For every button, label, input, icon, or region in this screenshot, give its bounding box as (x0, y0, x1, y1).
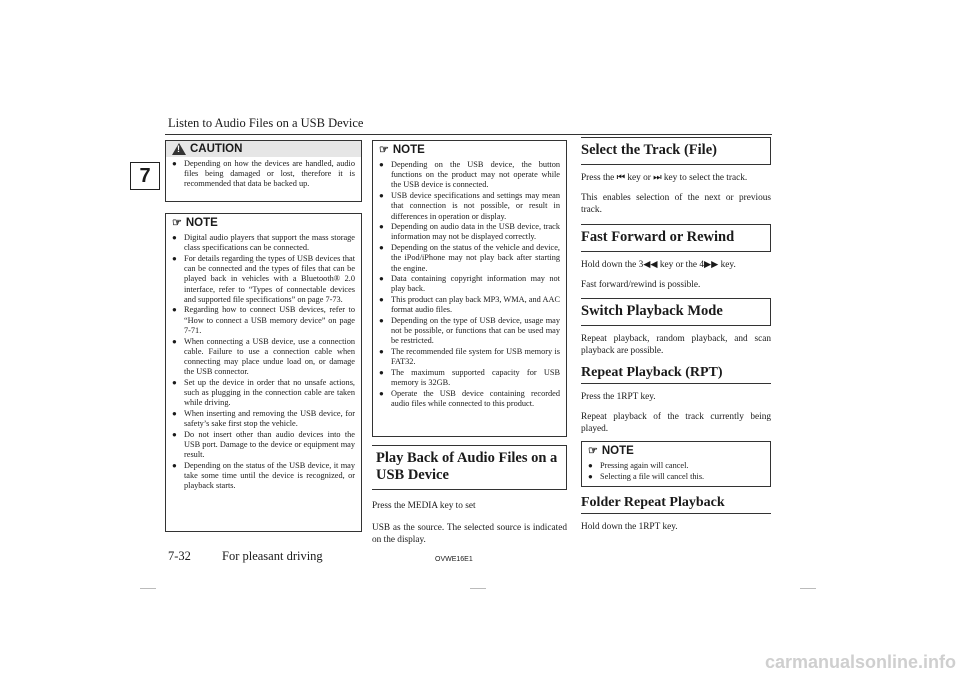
note-item: ● Depending on the USB device, the button functions on the product may not operate while the USB device is connected. (379, 160, 560, 191)
note-item: ● Set up the device in order that no unsafe actions, such as plugging in the connection cable are taken while driving. (172, 378, 355, 409)
note-box-3 (581, 441, 771, 487)
select-track-para-2: This enables selection of the next or previous track. (581, 193, 771, 215)
note-box-1 (165, 213, 362, 532)
page-header-title: Listen to Audio Files on a USB Device (168, 116, 364, 130)
note-box-2 (372, 140, 567, 437)
note-item: ● This product can play back MP3, WMA, and AAC format audio files. (379, 295, 560, 315)
pointing-hand-icon: ☞ (588, 445, 598, 457)
note-item: ● When connecting a USB device, use a connection cable. Failure to use a connection cable when connecting may place undue load on, or damage the USB connector. (172, 337, 355, 378)
chapter-tab: 7 (130, 162, 160, 190)
note-list-2 (373, 158, 566, 414)
switch-mode-para-1: Repeat playback, random playback, and scan playback are possible. (581, 334, 771, 356)
folder-repeat-para-1: Hold down the 1RPT key. (581, 522, 678, 533)
note-list-3 (582, 459, 770, 486)
pointing-hand-icon: ☞ (172, 217, 182, 229)
note-item: ● The recommended file system for USB memory is FAT32. (379, 347, 560, 367)
repeat-para-1: Press the 1RPT key. (581, 392, 656, 402)
column-middle (372, 140, 567, 546)
footer-section-title: For pleasant driving (222, 549, 323, 563)
caution-box (165, 140, 362, 202)
note-label-2: NOTE (392, 143, 425, 156)
repeat-para-2: Repeat playback of the track currently being played. (581, 412, 771, 434)
note-item: ● Selecting a file will cancel this. (588, 472, 764, 482)
fast-forward-para-1: Hold down the 3◀◀ key or the 4▶▶ key. (581, 260, 736, 270)
caution-header (166, 141, 361, 157)
note-label-3: NOTE (601, 444, 634, 457)
subtitle-folder-repeat: Folder Repeat Playback (581, 495, 771, 514)
note-item: ● Depending on audio data in the USB device, track information may not be displayed correctly. (379, 222, 560, 242)
playback-para-2: USB as the source. The selected source is indicated on the display. (372, 523, 567, 545)
note-item: ● For details regarding the types of USB devices that can be connected and the types of files that can be played back in vehicles with a Bluetooth® 2.0 interface, refer to “Types of connectable devices and supported file specifications” on page 7-73. (172, 254, 355, 305)
pointing-hand-icon: ☞ (379, 144, 389, 156)
note-item: ● Depending on the status of the USB device, it may take some time until the device is recognized, or playback starts. (172, 461, 355, 492)
note-label-1: NOTE (185, 216, 218, 229)
note-item: ● Data containing copyright information may not play back. (379, 274, 560, 294)
subtitle-repeat: Repeat Playback (RPT) (581, 365, 771, 384)
note-item: ● Digital audio players that support the mass storage class specifications can be connected. (172, 233, 355, 253)
section-title-fast-forward: Fast Forward or Rewind (581, 224, 771, 252)
playback-para-1: Press the MEDIA key to set (372, 501, 476, 511)
note-item: ● Depending on the status of the vehicle and device, the iPod/iPhone may not play back after starting the engine. (379, 243, 560, 274)
section-title-playback: Play Back of Audio Files on a USB Device (372, 445, 567, 490)
crop-mark (800, 588, 816, 589)
section-title-switch-mode: Switch Playback Mode (581, 298, 771, 326)
caution-label: CAUTION (190, 143, 243, 155)
select-track-para-1: Press the ⏮ key or ⏭ key to select the track. (581, 173, 748, 183)
section-title-select-track: Select the Track (File) (581, 137, 771, 165)
footer-page-number: 7-32 (168, 549, 191, 563)
crop-mark (470, 588, 486, 589)
column-right (581, 137, 771, 533)
note-item: ● Depending on the type of USB device, usage may not be possible, or functions that can be used may be restricted. (379, 316, 560, 347)
column-left (165, 140, 362, 532)
note-item: ● When inserting and removing the USB device, for safety’s sake first stop the vehicle. (172, 409, 355, 429)
caution-list (166, 157, 361, 194)
note-item: ● USB device specifications and settings may mean that connection is not possible, or result in differences in operation or display. (379, 191, 560, 222)
note-item: ● The maximum supported capacity for USB memory is 32GB. (379, 368, 560, 388)
note-item: ● Pressing again will cancel. (588, 461, 764, 471)
watermark: carmanualsonline.info (764, 652, 956, 672)
warning-triangle-icon (172, 143, 186, 155)
crop-mark (140, 588, 156, 589)
note-item: ● Regarding how to connect USB devices, refer to “How to connect a USB memory device” on page 7-71. (172, 305, 355, 336)
note-list-1 (166, 231, 361, 496)
note-item: ● Operate the USB device containing recorded audio files while connected to this product. (379, 389, 560, 409)
footer-doc-code: OVWE16E1 (435, 556, 473, 563)
note-header-3 (582, 442, 770, 459)
header-rule (165, 134, 772, 135)
caution-item: ● Depending on how the devices are handled, audio files being damaged or lost, therefore it is recommended that data be backed up. (172, 159, 355, 190)
note-header-1 (166, 214, 361, 231)
note-header-2 (373, 141, 566, 158)
note-item: ● Do not insert other than audio devices into the USB port. Damage to the device or equipment may result. (172, 430, 355, 461)
fast-forward-para-2: Fast forward/rewind is possible. (581, 280, 701, 290)
